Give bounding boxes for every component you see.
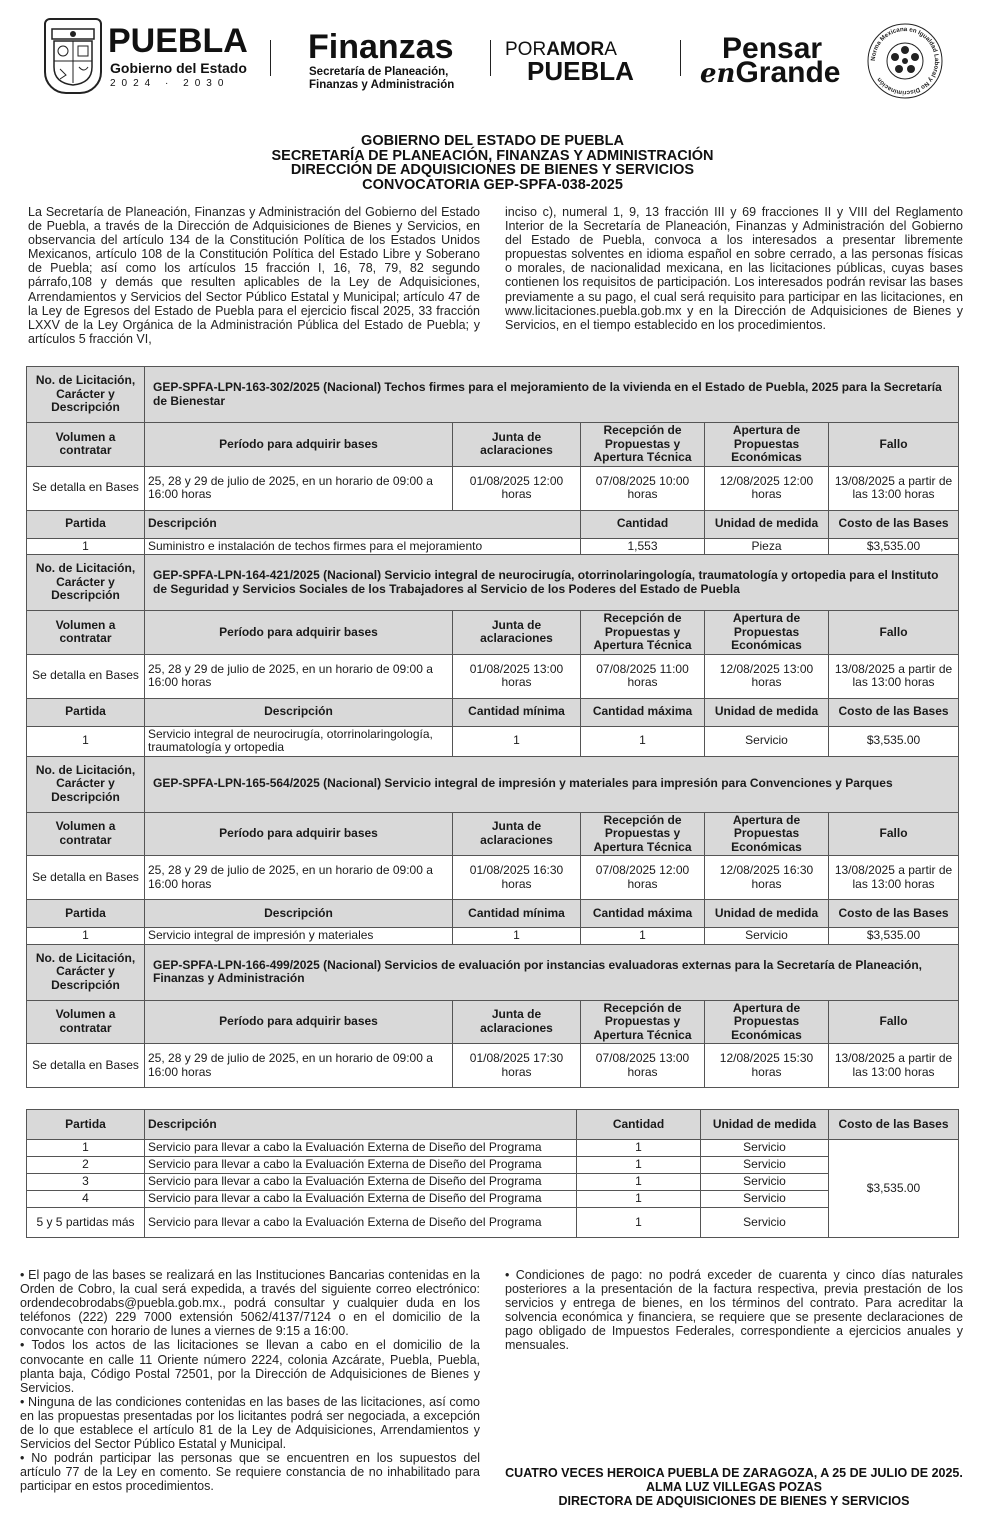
gobierno-estado-text: Gobierno del Estado <box>110 60 247 76</box>
cantidad-min-value: 1 <box>453 726 581 756</box>
licitacion-title: GEP-SPFA-LPN-164-421/2025 (Nacional) Servicio integral de neurocirugía, otorrinolaringología, traumatología y ortopedia para el Instituto de Seguridad y Servicios Sociales de los Trabajadores al Servicio de los Poderes del Estado de Puebla <box>145 555 959 611</box>
poramor-a: A <box>604 39 617 60</box>
apertura-label: Apertura de Propuestas Económicas <box>705 1000 829 1044</box>
schedule-row <box>27 654 959 698</box>
coat-of-arms-icon <box>48 23 98 89</box>
partidas-table <box>26 1109 959 1238</box>
descripcion-value: Servicio para llevar a cabo la Evaluación Externa de Diseño del Programa <box>145 1208 577 1238</box>
years-text: 2024 · 2030 <box>110 78 230 89</box>
signature-position: DIRECTORA DE ADQUISICIONES DE BIENES Y SERVICIOS <box>558 1494 910 1508</box>
finanzas-subtitle-line: Secretaría de Planeación, <box>309 66 449 78</box>
periodo-value: 25, 28 y 29 de julio de 2025, en un horario de 09:00 a 16:00 horas <box>145 1044 453 1088</box>
descripcion-value: Servicio para llevar a cabo la Evaluación Externa de Diseño del Programa <box>145 1174 577 1191</box>
schedule-header-row <box>27 1000 959 1044</box>
apertura-label: Apertura de Propuestas Económicas <box>705 423 829 467</box>
licitacion-header-row <box>27 555 959 611</box>
table-row <box>27 928 959 945</box>
fallo-value: 13/08/2025 a partir de las 13:00 horas <box>829 1044 959 1088</box>
schedule-row <box>27 856 959 900</box>
recepcion-label: Recepción de Propuestas y Apertura Técnica <box>581 1000 705 1044</box>
grande-word: Grande <box>735 56 841 89</box>
intro-paragraph-right: inciso c), numeral 1, 9, 13 fracción III y 69 fracciones II y VIII del Reglamento Interior de la Secretaría de Planeación, Finanzas y Administración del Gobierno del Estado de Puebla, convoca a los interesados a presentar libremente propuestas solventes en idioma español en sobre cerrado, a las personas físicas o morales, de nacionalidad mexicana, en las licitaciones públicas, cuyas bases contienen los requisitos de participación. Los interesados podrán revisar las bases previamente a su pago, el cual será requisito para participar en las licitaciones, en www.licitaciones.puebla.gob.mx y en la Dirección de Adquisiciones de Bienes y Servicios, en el tiempo establecido en los procedimientos. <box>505 205 963 332</box>
table-row <box>27 1157 959 1174</box>
signature-name: ALMA LUZ VILLEGAS POZAS <box>646 1480 822 1494</box>
partida-value: 4 <box>27 1191 145 1208</box>
periodo-value: 25, 28 y 29 de julio de 2025, en un horario de 09:00 a 16:00 horas <box>145 856 453 900</box>
cantidad-min-label: Cantidad mínima <box>453 900 581 928</box>
divider <box>270 40 271 76</box>
conditions-right <box>505 1268 963 1353</box>
descripcion-value: Servicio integral de impresión y materiales <box>145 928 453 945</box>
periodo-value: 25, 28 y 29 de julio de 2025, en un horario de 09:00 a 16:00 horas <box>145 654 453 698</box>
costo-label: Costo de las Bases <box>829 510 959 538</box>
junta-value: 01/08/2025 12:00 horas <box>453 466 581 510</box>
periodo-label: Período para adquirir bases <box>145 423 453 467</box>
divider <box>680 40 681 76</box>
fallo-label: Fallo <box>829 812 959 856</box>
costo-value: $3,535.00 <box>829 538 959 555</box>
cantidad-value: 1 <box>577 1157 701 1174</box>
costo-label: Costo de las Bases <box>829 698 959 726</box>
condition-item: • No podrán participar las personas que se encuentren en los supuestos del artículo 77 de la Ley en comento. Se requiere constancia de no inhabilitado para participar en estos procedimientos. <box>20 1451 480 1494</box>
licitacion-title: GEP-SPFA-LPN-166-499/2025 (Nacional) Servicios de evaluación por instancias evaluadoras externas para la Secretaría de Planeación, Finanzas y Administración <box>145 944 959 1000</box>
descripcion-value: Suministro e instalación de techos firmes para el mejoramiento <box>145 538 581 555</box>
recepcion-value: 07/08/2025 13:00 horas <box>581 1044 705 1088</box>
descripcion-value: Servicio para llevar a cabo la Evaluación Externa de Diseño del Programa <box>145 1157 577 1174</box>
descripcion-value: Servicio para llevar a cabo la Evaluación Externa de Diseño del Programa <box>145 1140 577 1157</box>
poramor-amor: AMOR <box>546 39 605 60</box>
descripcion-label: Descripción <box>145 698 453 726</box>
periodo-label: Período para adquirir bases <box>145 812 453 856</box>
partida-value: 1 <box>27 1140 145 1157</box>
fallo-label: Fallo <box>829 611 959 655</box>
partida-value: 2 <box>27 1157 145 1174</box>
finanzas-wordmark: Finanzas <box>308 28 454 66</box>
condition-item: • Ninguna de las condiciones contenidas en las bases de las licitaciones, así como en las propuestas presentadas por los licitantes podrá ser negociada, a excepción de lo que establece el artículo 81 de la Ley de Adquisiciones, Arrendamientos y Servicios del Sector Público Estatal y Municipal. <box>20 1394 480 1452</box>
table-row <box>27 1191 959 1208</box>
volumen-value: Se detalla en Bases <box>27 654 145 698</box>
no-licitacion-label: No. de Licitación, Carácter y Descripción <box>27 555 145 611</box>
volumen-label: Volumen a contratar <box>27 812 145 856</box>
junta-value: 01/08/2025 13:00 horas <box>453 654 581 698</box>
poramor-puebla: PUEBLA <box>527 56 634 86</box>
licitacion-header-row <box>27 756 959 812</box>
licitacion-title: GEP-SPFA-LPN-163-302/2025 (Nacional) Techos firmes para el mejoramiento de la vivienda en el Estado de Puebla, 2025 para la Secretaría de Bienestar <box>145 367 959 423</box>
volumen-label: Volumen a contratar <box>27 1000 145 1044</box>
schedule-row <box>27 1044 959 1088</box>
licitaciones-tables <box>26 366 958 1238</box>
partida-value: 3 <box>27 1174 145 1191</box>
licitaciones-table <box>26 366 959 1088</box>
licitacion-title: GEP-SPFA-LPN-165-564/2025 (Nacional) Servicio integral de impresión y materiales para impresión para Convenciones y Parques <box>145 756 959 812</box>
condition-item: • Condiciones de pago: no podrá exceder de cuarenta y cinco días naturales posteriores a la presentación de la factura respectiva, previa prestación de los servicios y entrega de bienes, en los términos del contrato. Para acreditar la solvencia económica y financiera, se requiere que se presente declaraciones de pago obligado de Impuestos Federales, correspondiente a ejercicios anuales y mensuales. <box>505 1268 963 1353</box>
cantidad-min-label: Cantidad mínima <box>453 698 581 726</box>
cantidad-max-label: Cantidad máxima <box>581 900 705 928</box>
descripcion-label: Descripción <box>145 510 581 538</box>
unidad-value: Servicio <box>701 1174 829 1191</box>
junta-label: Junta de aclaraciones <box>453 611 581 655</box>
descripcion-label: Descripción <box>145 900 453 928</box>
volumen-value: Se detalla en Bases <box>27 1044 145 1088</box>
costo-value: $3,535.00 <box>829 1140 959 1238</box>
junta-label: Junta de aclaraciones <box>453 423 581 467</box>
table-row <box>27 538 959 555</box>
title-line: GOBIERNO DEL ESTADO DE PUEBLA <box>361 133 624 149</box>
junta-label: Junta de aclaraciones <box>453 812 581 856</box>
apertura-value: 12/08/2025 15:30 horas <box>705 1044 829 1088</box>
junta-label: Junta de aclaraciones <box>453 1000 581 1044</box>
unidad-value: Servicio <box>701 1208 829 1238</box>
signature-block <box>505 1466 963 1508</box>
igualdad-laboral-seal-icon <box>866 22 944 100</box>
costo-label: Costo de las Bases <box>829 1110 959 1140</box>
cantidad-max-value: 1 <box>581 726 705 756</box>
partidas-header-row <box>27 698 959 726</box>
unidad-label: Unidad de medida <box>705 900 829 928</box>
signature-place-date: CUATRO VECES HEROICA PUEBLA DE ZARAGOZA, A 25 DE JULIO DE 2025. <box>505 1466 963 1480</box>
cantidad-max-value: 1 <box>581 928 705 945</box>
title-line: DIRECCIÓN DE ADQUISICIONES DE BIENES Y SERVICIOS <box>290 162 695 178</box>
partida-value: 1 <box>27 538 145 555</box>
unidad-value: Pieza <box>705 538 829 555</box>
title-line: CONVOCATORIA GEP-SPFA-038-2025 <box>362 176 623 193</box>
schedule-row <box>27 466 959 510</box>
partida-label: Partida <box>27 510 145 538</box>
partida-value: 1 <box>27 726 145 756</box>
schedule-header-row <box>27 423 959 467</box>
cantidad-value: 1 <box>577 1208 701 1238</box>
no-licitacion-label: No. de Licitación, Carácter y Descripción <box>27 944 145 1000</box>
unidad-label: Unidad de medida <box>701 1110 829 1140</box>
table-row <box>27 1174 959 1191</box>
cantidad-value: 1 <box>577 1140 701 1157</box>
partida-label: Partida <box>27 698 145 726</box>
no-licitacion-label: No. de Licitación, Carácter y Descripción <box>27 367 145 423</box>
partida-label: Partida <box>27 900 145 928</box>
cantidad-value: 1 <box>577 1174 701 1191</box>
apertura-label: Apertura de Propuestas Económicas <box>705 611 829 655</box>
descripcion-value: Servicio para llevar a cabo la Evaluación Externa de Diseño del Programa <box>145 1191 577 1208</box>
schedule-header-row <box>27 812 959 856</box>
partida-value: 5 y 5 partidas más <box>27 1208 145 1238</box>
condition-item: • El pago de las bases se realizará en las Instituciones Bancarias contenidas en la Orden de Cobro, la cual será expedida, a través del siguiente correo electrónico: ordendecobrodabs@puebla.gob.mx., podrá consultar y cualquier duda en los teléfonos (222) 229 7000 extensión 5062/4137/7124 o en el domicilio de la convocante con horario de lunes a viernes de 9:15 a 16:00. <box>20 1268 480 1339</box>
partidas-header-row <box>27 510 959 538</box>
cantidad-value: 1 <box>577 1191 701 1208</box>
recepcion-label: Recepción de Propuestas y Apertura Técnica <box>581 423 705 467</box>
costo-value: $3,535.00 <box>829 928 959 945</box>
intro-paragraph-left: La Secretaría de Planeación, Finanzas y Administración del Gobierno del Estado de Puebla, a través de la Dirección de Adquisiciones de Bienes y Servicios, en observancia del artículo 134 de la Constitución Política de los Estados Unidos Mexicanos, artículo 108 de la Constitución Política del Estado Libre y Soberano de Puebla; así como los artículos 15 fracción I, 16, 78, 79, 82 segundo párrafo,108 y demás que resulten aplicables de la Ley de Adquisiciones, Arrendamientos y Servicios del Sector Público Estatal y Municipal; artículo 47 de la Ley de Egresos del Estado de Puebla para el ejercicio fiscal 2025, 33 fracción LXXV de la Ley Orgánica de la Administración Pública del Estado de Puebla; y artículos 5 fracción VI, <box>28 205 480 346</box>
costo-label: Costo de las Bases <box>829 900 959 928</box>
apertura-value: 12/08/2025 16:30 horas <box>705 856 829 900</box>
periodo-label: Período para adquirir bases <box>145 1000 453 1044</box>
volumen-value: Se detalla en Bases <box>27 856 145 900</box>
finanzas-subtitle <box>309 66 454 92</box>
apertura-value: 12/08/2025 12:00 horas <box>705 466 829 510</box>
en-script: en <box>700 59 736 89</box>
no-licitacion-label: No. de Licitación, Carácter y Descripción <box>27 756 145 812</box>
unidad-value: Servicio <box>705 726 829 756</box>
periodo-value: 25, 28 y 29 de julio de 2025, en un horario de 09:00 a 16:00 horas <box>145 466 453 510</box>
partidas-header-row <box>27 900 959 928</box>
apertura-label: Apertura de Propuestas Económicas <box>705 812 829 856</box>
table-row <box>27 726 959 756</box>
recepcion-value: 07/08/2025 11:00 horas <box>581 654 705 698</box>
unidad-label: Unidad de medida <box>705 698 829 726</box>
recepcion-label: Recepción de Propuestas y Apertura Técnica <box>581 611 705 655</box>
unidad-value: Servicio <box>705 928 829 945</box>
puebla-crest-logo <box>44 18 102 94</box>
licitacion-header-row <box>27 944 959 1000</box>
schedule-header-row <box>27 611 959 655</box>
divider <box>490 40 491 76</box>
fallo-value: 13/08/2025 a partir de las 13:00 horas <box>829 466 959 510</box>
apertura-value: 12/08/2025 13:00 horas <box>705 654 829 698</box>
table-row <box>27 1140 959 1157</box>
unidad-value: Servicio <box>701 1191 829 1208</box>
cantidad-max-label: Cantidad máxima <box>581 698 705 726</box>
finanzas-subtitle-line: Finanzas y Administración <box>309 79 455 91</box>
descripcion-value: Servicio integral de neurocirugía, otorrinolaringología, traumatología y ortopedia <box>145 726 453 756</box>
fallo-value: 13/08/2025 a partir de las 13:00 horas <box>829 856 959 900</box>
volumen-label: Volumen a contratar <box>27 423 145 467</box>
fallo-label: Fallo <box>829 1000 959 1044</box>
partidas-header-row <box>27 1110 959 1140</box>
unidad-value: Servicio <box>701 1157 829 1174</box>
volumen-label: Volumen a contratar <box>27 611 145 655</box>
junta-value: 01/08/2025 17:30 horas <box>453 1044 581 1088</box>
partida-value: 1 <box>27 928 145 945</box>
costo-value: $3,535.00 <box>829 726 959 756</box>
engrande-wordmark <box>700 58 840 89</box>
licitacion-header-row <box>27 367 959 423</box>
pensar-wordmark: Pensar <box>722 32 823 65</box>
poramor-por: POR <box>505 39 547 60</box>
table-row <box>27 1208 959 1238</box>
document-title <box>0 134 985 192</box>
unidad-label: Unidad de medida <box>705 510 829 538</box>
condition-item: • Todos los actos de las licitaciones se llevan a cabo en el domicilio de la convocante en calle 11 Oriente número 2224, colonia Azcárate, Puebla, Puebla, planta baja, Código Postal 72501, por la Dirección de Adquisiciones de Bienes y Servicios. <box>20 1338 480 1395</box>
puebla-wordmark: PUEBLA <box>108 22 248 60</box>
descripcion-label: Descripción <box>145 1110 577 1140</box>
partida-label: Partida <box>27 1110 145 1140</box>
title-line: SECRETARÍA DE PLANEACIÓN, FINANZAS Y ADMINISTRACIÓN <box>271 147 714 164</box>
cantidad-value: 1,553 <box>581 538 705 555</box>
fallo-label: Fallo <box>829 423 959 467</box>
header-logos <box>0 0 985 112</box>
recepcion-value: 07/08/2025 12:00 horas <box>581 856 705 900</box>
cantidad-label: Cantidad <box>577 1110 701 1140</box>
conditions-left <box>20 1268 480 1494</box>
unidad-value: Servicio <box>701 1140 829 1157</box>
seal-text: Norma Mexicana en Igualdad Laboral y No Discriminación <box>869 25 941 97</box>
cantidad-label: Cantidad <box>581 510 705 538</box>
periodo-label: Período para adquirir bases <box>145 611 453 655</box>
recepcion-value: 07/08/2025 10:00 horas <box>581 466 705 510</box>
junta-value: 01/08/2025 16:30 horas <box>453 856 581 900</box>
cantidad-min-value: 1 <box>453 928 581 945</box>
fallo-value: 13/08/2025 a partir de las 13:00 horas <box>829 654 959 698</box>
volumen-value: Se detalla en Bases <box>27 466 145 510</box>
recepcion-label: Recepción de Propuestas y Apertura Técnica <box>581 812 705 856</box>
